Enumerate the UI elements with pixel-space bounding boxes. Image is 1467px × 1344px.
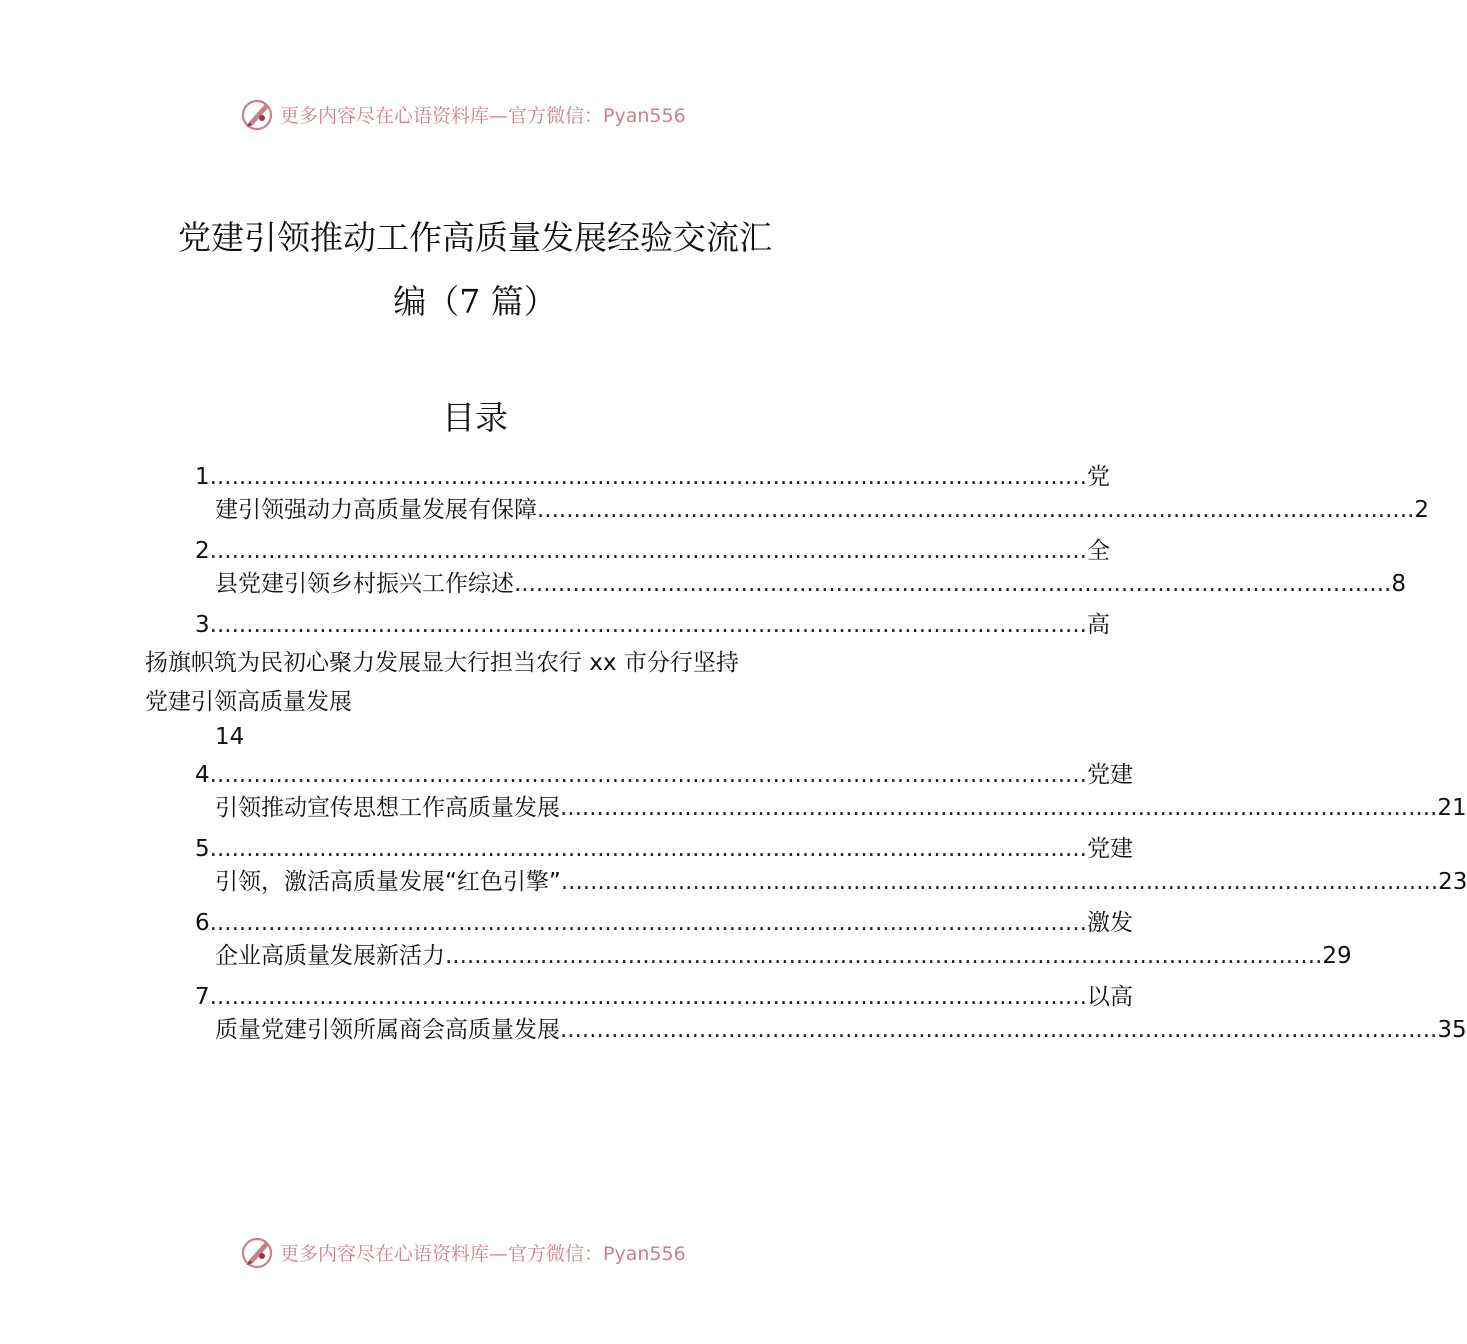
toc-entry-page: 23	[1438, 869, 1467, 895]
toc-leader-dots: ........................................................................................................................	[209, 762, 1087, 788]
toc-entry-3-line2[interactable]: 扬旗帜筑为民初心聚力发展显大行担当农行 xx 市分行坚持	[145, 650, 739, 676]
toc-entry-title-start: 党建	[1086, 836, 1133, 862]
toc-entry-number: 7	[195, 984, 210, 1010]
toc-entry-page: 35	[1437, 1017, 1467, 1043]
document-title-line1: 党建引领推动工作高质量发展经验交流汇	[178, 218, 772, 257]
toc-leader-dots: ........................................................................................................................	[445, 943, 1323, 969]
toc-leader-dots: ........................................................................................................................	[209, 464, 1087, 490]
toc-entry-title: 引领推动宣传思想工作高质量发展	[215, 795, 560, 821]
toc-entry-number: 1	[195, 464, 210, 490]
toc-entry-title: 引领，激活高质量发展“红色引擎”	[215, 869, 561, 895]
watermark-label: 更多内容尽在心语资料库—官方微信：	[280, 104, 604, 127]
toc-entry-4-line2[interactable]	[215, 793, 1467, 823]
toc-leader-dots: ........................................................................................................................	[209, 910, 1087, 936]
toc-heading: 目录	[442, 398, 508, 437]
toc-leader-dots: ........................................................................................................................	[560, 869, 1439, 895]
watermark-header	[240, 96, 686, 132]
toc-entry-6-line2[interactable]	[215, 941, 1352, 971]
toc-leader-dots: ........................................................................................................................	[209, 612, 1087, 638]
toc-entry-3-line3[interactable]: 党建引领高质量发展	[145, 689, 352, 715]
toc-entry-page: 8	[1391, 571, 1406, 597]
toc-entry-3-line1[interactable]	[195, 610, 1110, 640]
toc-entry-title-start: 全	[1086, 538, 1110, 564]
toc-entry-page: 2	[1414, 497, 1429, 523]
toc-entry-number: 5	[195, 836, 210, 862]
toc-entry-title: 质量党建引领所属商会高质量发展	[215, 1017, 560, 1043]
toc-entry-title-start: 高	[1086, 612, 1110, 638]
toc-entry-number: 2	[195, 538, 210, 564]
toc-entry-title: 企业高质量发展新活力	[215, 943, 445, 969]
toc-entry-2-line2[interactable]	[215, 569, 1406, 599]
toc-entry-title-start: 党建	[1086, 762, 1133, 788]
toc-leader-dots: ........................................................................................................................	[209, 984, 1087, 1010]
toc-entry-number: 4	[195, 762, 210, 788]
toc-leader-dots: ........................................................................................................................	[560, 1017, 1438, 1043]
pen-logo-icon	[240, 1234, 276, 1270]
toc-entry-4-line1[interactable]	[195, 760, 1133, 790]
toc-leader-dots: ........................................................................................................................	[537, 497, 1415, 523]
toc-leader-dots: ........................................................................................................................	[209, 836, 1087, 862]
watermark-text	[280, 1239, 686, 1266]
toc-leader-dots: ........................................................................................................................	[560, 795, 1438, 821]
toc-entry-title-start: 激发	[1086, 910, 1133, 936]
toc-leader-dots: ........................................................................................................................	[514, 571, 1392, 597]
watermark-text	[280, 101, 686, 128]
toc-entry-title: 县党建引领乡村振兴工作综述	[215, 571, 514, 597]
watermark-wechat-id: Pyan556	[603, 104, 686, 127]
toc-entry-title-start: 以高	[1086, 984, 1133, 1010]
toc-entry-title: 建引领强动力高质量发展有保障	[215, 497, 537, 523]
toc-leader-dots: ........................................................................................................................	[209, 538, 1087, 564]
watermark-label: 更多内容尽在心语资料库—官方微信：	[280, 1242, 604, 1265]
toc-entry-number: 3	[195, 612, 210, 638]
pen-logo-icon	[240, 96, 276, 132]
document-title-line2: 编（7 篇）	[393, 282, 557, 321]
toc-entry-1-line2[interactable]	[215, 495, 1429, 525]
toc-entry-6-line1[interactable]	[195, 908, 1133, 938]
toc-entry-5-line2[interactable]	[215, 867, 1467, 897]
toc-entry-page: 29	[1322, 943, 1352, 969]
toc-entry-5-line1[interactable]	[195, 834, 1133, 864]
toc-entry-number: 6	[195, 910, 210, 936]
toc-entry-page: 21	[1437, 795, 1467, 821]
watermark-footer	[240, 1234, 686, 1270]
toc-entry-title-start: 党	[1086, 464, 1110, 490]
toc-entry-2-line1[interactable]	[195, 536, 1110, 566]
toc-entry-7-line2[interactable]	[215, 1015, 1467, 1045]
toc-entry-7-line1[interactable]	[195, 982, 1133, 1012]
toc-entry-3-page[interactable]: 14	[215, 724, 245, 750]
toc-entry-1-line1[interactable]	[195, 462, 1110, 492]
watermark-wechat-id: Pyan556	[603, 1242, 686, 1265]
